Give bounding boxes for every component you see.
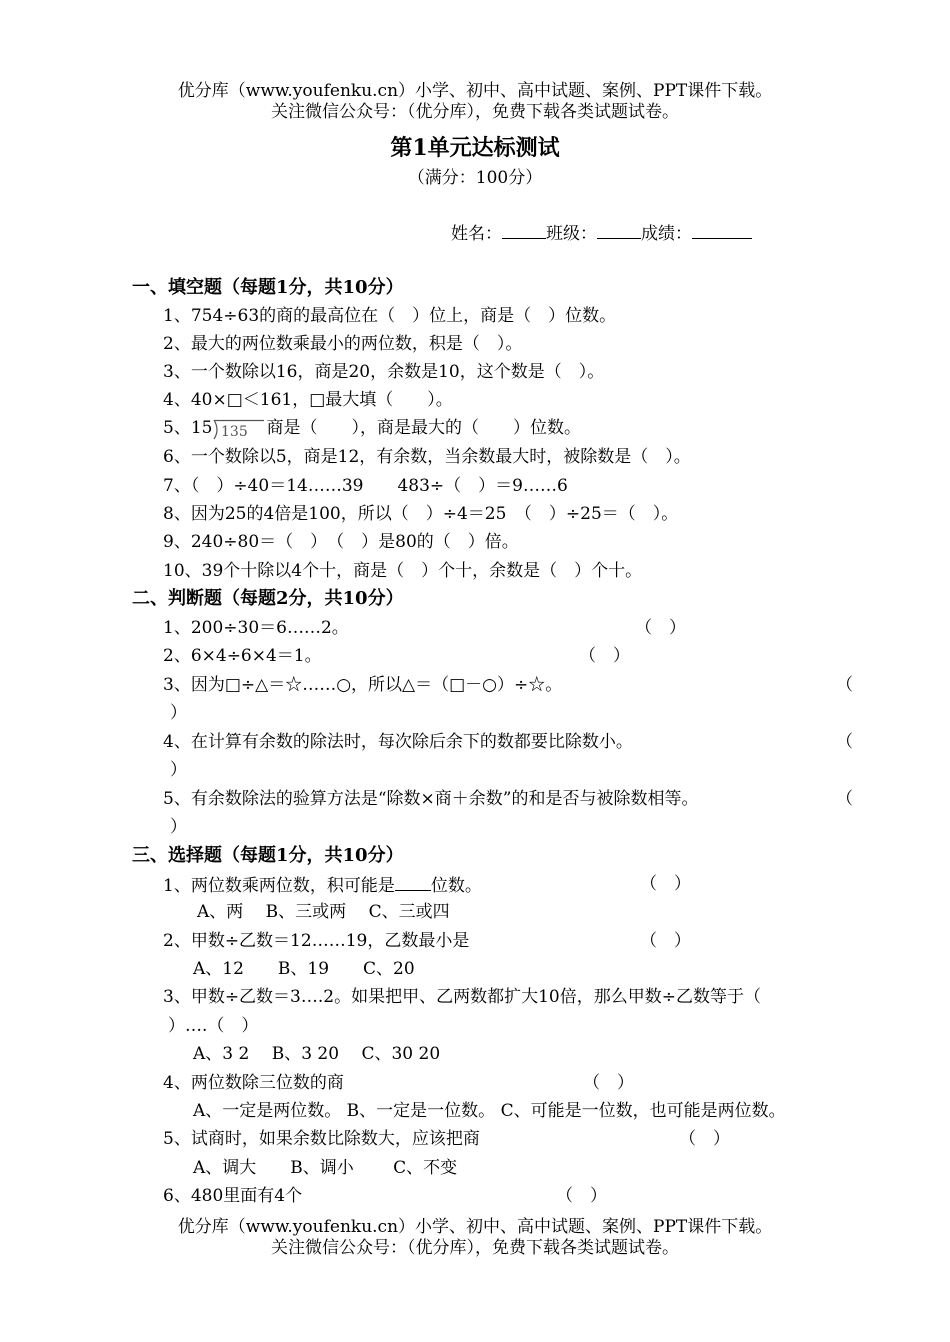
judge-question-1: 1、200÷30＝6……2。 — [163, 618, 349, 638]
header-line-1: 优分库（www.youfenku.cn）小学、初中、高中试题、案例、PPT课件下载。 — [177, 81, 773, 101]
choice-answer-1[interactable]: （ ） — [640, 874, 691, 894]
fill-question-10: 10、39个十除以4个十，商是（ ）个十，余数是（ ）个十。 — [163, 561, 643, 581]
choice-question-2: 2、甲数÷乙数＝12……19，乙数最小是 — [163, 931, 470, 951]
fill-question-3: 3、一个数除以16，商是20，余数是10，这个数是（ ）。 — [163, 362, 605, 382]
choice-options-5: A、调大 B、调小 C、不变 — [193, 1158, 458, 1178]
choice-answer-5[interactable]: （ ） — [679, 1129, 730, 1149]
section-choice-heading: 三、选择题（每题1分，共10分） — [132, 845, 404, 866]
choice-options-1: A、两 B、三或两 C、三或四 — [197, 902, 450, 922]
fill-question-7: 7、（ ）÷40＝14……39 483÷（ ）＝9……6 — [163, 476, 568, 496]
fill-question-6: 6、一个数除以5，商是12，有余数，当余数最大时，被除数是（ ）。 — [163, 447, 691, 467]
name-label: 姓名 — [451, 224, 485, 244]
student-info: 姓名： 班级： 成绩： — [451, 221, 752, 245]
class-label: 班级 — [546, 224, 580, 244]
judge-answer-1[interactable]: （ ） — [635, 618, 686, 638]
judge-answer-3-open[interactable]: （ — [836, 675, 853, 695]
judge-question-5: 5、有余数除法的验算方法是“除数×商＋余数”的和是否与被除数相等。 — [163, 789, 699, 809]
class-blank[interactable] — [597, 221, 641, 239]
section-judge-heading: 二、判断题（每题2分，共10分） — [132, 588, 404, 609]
choice-question-1-text: 1、两位数乘两位数，积可能是 — [163, 876, 395, 896]
judge-answer-3-close: ） — [170, 703, 187, 723]
section-fill-blank-heading: 一、填空题（每题1分，共10分） — [132, 277, 404, 298]
judge-question-4: 4、在计算有余数的除法时，每次除后余下的数都要比除数小。 — [163, 732, 633, 752]
judge-question-3: 3、因为□÷△＝☆……○，所以△＝（□－○）÷☆。 — [163, 675, 563, 695]
header-line-2: 关注微信公众号：（优分库），免费下载各类试题试卷。 — [271, 102, 679, 122]
score-label: 成绩 — [641, 224, 675, 244]
judge-answer-2[interactable]: （ ） — [579, 646, 630, 666]
choice-answer-2[interactable]: （ ） — [640, 931, 691, 951]
choice-answer-6[interactable]: （ ） — [556, 1186, 607, 1206]
choice-options-3: A、3 2 B、3 20 C、30 20 — [193, 1044, 441, 1064]
choice-question-3-cont: ）….（ ） — [168, 1016, 259, 1036]
fill-question-4: 4、40×□＜161，□最大填（ ）。 — [163, 390, 453, 410]
fill-question-9: 9、240÷80＝（ ） （ ）是80的（ ）倍。 — [163, 532, 519, 552]
choice-question-5: 5、试商时，如果余数比除数大，应该把商 — [163, 1129, 480, 1149]
choice-question-3: 3、甲数÷乙数＝3….2。如果把甲、乙两数都扩大10倍，那么甲数÷乙数等于（ — [163, 987, 761, 1007]
footer-line-2: 关注微信公众号：（优分库），免费下载各类试题试卷。 — [271, 1238, 679, 1258]
choice-options-2: A、12 B、19 C、20 — [193, 959, 415, 979]
page-subtitle: （满分：100分） — [407, 168, 543, 188]
judge-answer-4-open[interactable]: （ — [836, 732, 853, 752]
fill-question-5 — [163, 417, 581, 439]
fill-question-2: 2、最大的两位数乘最小的两位数，积是（ ）。 — [163, 334, 523, 354]
page-title: 第1单元达标测试 — [390, 135, 560, 161]
fill-question-5-divisor: 5、15 — [163, 418, 213, 438]
long-division-dividend: 135 — [221, 423, 249, 440]
choice-question-6: 6、480里面有4个 — [163, 1186, 303, 1206]
fill-question-8: 8、因为25的4倍是100，所以（ ）÷4＝25 （ ）÷25＝（ ）。 — [163, 504, 679, 524]
choice-question-1-suffix: 位数。 — [430, 876, 482, 896]
name-blank[interactable] — [502, 221, 546, 239]
choice-question-1-blank[interactable] — [395, 873, 431, 891]
fill-question-5-text: 商是（ ），商是最大的（ ）位数。 — [266, 418, 581, 438]
judge-question-2: 2、6×4÷6×4＝1。 — [163, 646, 322, 666]
footer-line-1: 优分库（www.youfenku.cn）小学、初中、高中试题、案例、PPT课件下载。 — [177, 1217, 773, 1237]
choice-question-4: 4、两位数除三位数的商 — [163, 1073, 344, 1093]
choice-question-1 — [163, 873, 482, 897]
judge-answer-5-open[interactable]: （ — [836, 789, 853, 809]
score-blank[interactable] — [692, 221, 752, 239]
judge-answer-4-close: ） — [170, 760, 187, 780]
judge-answer-5-close: ） — [170, 817, 187, 837]
choice-options-4: A、一定是两位数。 B、一定是一位数。 C、可能是一位数，也可能是两位数。 — [193, 1101, 786, 1121]
choice-answer-4[interactable]: （ ） — [583, 1073, 634, 1093]
fill-question-1: 1、754÷63的商的最高位在（ ）位上，商是（ ）位数。 — [163, 306, 617, 326]
long-division-bracket — [212, 419, 266, 439]
